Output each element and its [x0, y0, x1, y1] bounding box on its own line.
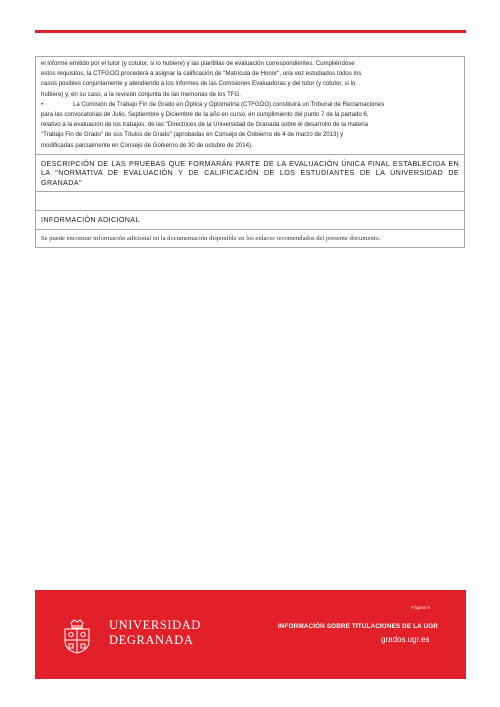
top-red-rule — [35, 30, 466, 33]
final-eval-heading: DESCRIPCIÓN DE LAS PRUEBAS QUE FORMARÁN PARTE DE LA EVALUACIÓN ÚNICA FINAL ESTABLECIDA EN LA "NORMATIVA DE EVALUACIÓN Y DE CALIFICACIÓN DE LOS ESTUDIANTES DE LA UNIVERSIDAD DE GRANADA" — [36, 155, 464, 193]
university-name — [109, 618, 201, 647]
eval-line: hubiere) y, en su caso, a la revisión conjunta de las memorias de los TFG. — [41, 90, 241, 98]
final-eval-content-empty — [36, 192, 464, 211]
content-table — [35, 56, 465, 248]
grados-site-link[interactable]: grados.ugr.es — [381, 635, 430, 644]
university-name-line2: DEGRANADA — [109, 632, 194, 647]
eval-bullet-line — [41, 100, 459, 110]
eval-line: el informe emitido por el tutor (y cotutor, si lo hubiere) y las plantillas de evaluación correspondientes. Cumpliéndose — [41, 60, 355, 67]
eval-line: La Comisión de Trabajo Fin de Grado en Óptica y Optometría (CTFGOO) constituirá un Tribunal de Reclamaciones — [73, 100, 385, 108]
footer-banner — [35, 590, 466, 679]
evaluation-text-cell — [36, 57, 464, 155]
additional-info-text: Se puede encontrar información adicional en la documentación disponible en los enlaces recomendados del presente documento. — [41, 234, 381, 242]
eval-line: casos posibles conjuntamente y atendiendo a los informes de las Comisiones Evaluadoras y del tutor (y cotutor, si lo — [41, 80, 356, 88]
titulaciones-link[interactable]: INFORMACIÓN SOBRE TITULACIONES DE LA UGR — [278, 623, 438, 630]
university-crest-icon — [61, 617, 93, 655]
eval-line: estos requisitos, la CTFGOO procederá a asignar la calificación de "Matrícula de Honor", una vez estudiados todos los — [41, 70, 362, 78]
eval-line: modificadas parcialmente en Consejo de Gobierno de 30 de octubre de 2014). — [41, 141, 253, 149]
eval-line: "Trabajo Fin de Grado" de sus Títulos de Grado" (aprobadas en Consejo de Gobierno de 4 de marzo de 2013) y — [41, 131, 344, 139]
bullet-icon: • — [41, 100, 44, 108]
eval-line: relativo a la evaluación de los trabajos, de las "Directrices de la Universidad de Granada sobre el desarrollo de la materia — [41, 121, 368, 129]
additional-info-heading: INFORMACIÓN ADICIONAL — [36, 211, 464, 230]
eval-line: para las convocatorias de Julio, Septiembre y Diciembre de la año en curso, en cumplimiento del punto 7 de la partado 6, — [41, 111, 369, 119]
university-name-line1: UNIVERSIDAD — [109, 618, 202, 632]
page-number: Página 8 — [411, 606, 430, 611]
